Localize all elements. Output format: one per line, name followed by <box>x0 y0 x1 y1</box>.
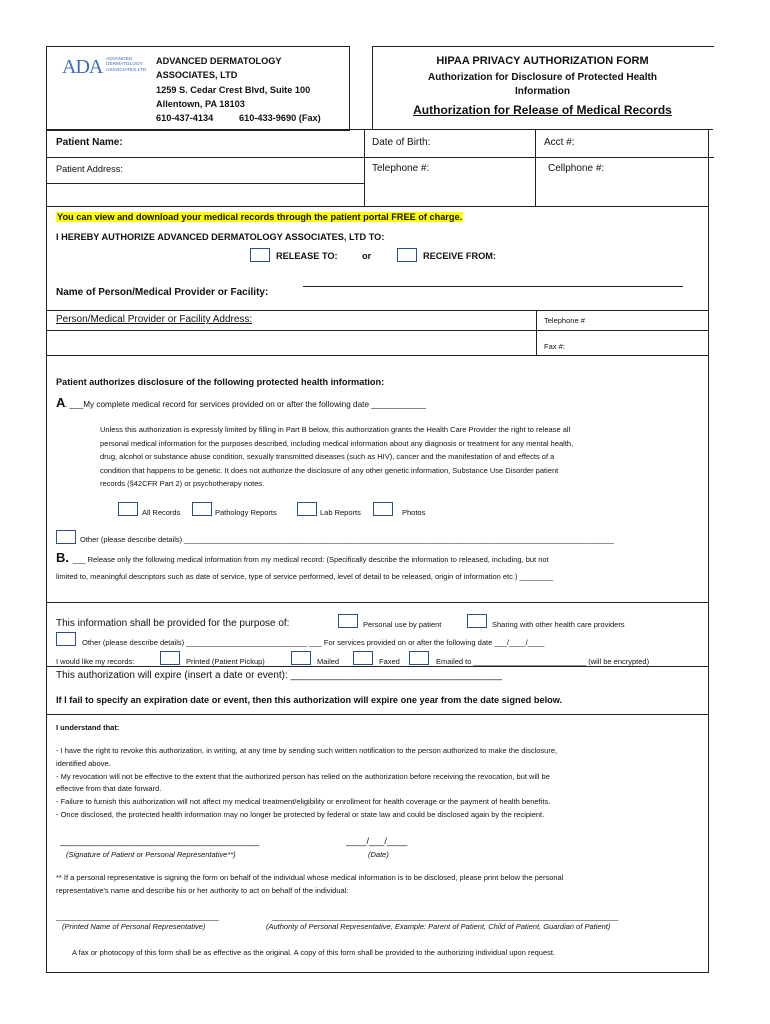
address-line-1 <box>46 183 364 184</box>
unless-line-2: personal medical information for the purposes described, including medical information about any diagnosis or treatment for any mental health, <box>100 438 574 448</box>
logo-subtext: ADVANCED DERMATOLOGY ASSOCIATES LTD <box>106 57 147 73</box>
date-label: (Date) <box>368 850 389 859</box>
disclosure-heading: Patient authorizes disclosure of the following protected health information: <box>56 377 385 387</box>
release-to-label: RELEASE TO: <box>276 251 338 261</box>
provider-divider <box>536 310 537 355</box>
signature-label: (Signature of Patient or Personal Representative**) <box>66 850 236 859</box>
printed-name-label: (Printed Name of Personal Representative) <box>62 922 206 931</box>
grid-mid-line <box>46 157 714 158</box>
pathology-label: Pathology Reports <box>215 508 277 517</box>
mailed-checkbox[interactable] <box>291 651 311 665</box>
authority-line[interactable]: ___________________________________________________________________________________ <box>272 912 619 921</box>
understand-list <box>56 745 557 822</box>
understand-heading: I understand that: <box>56 723 120 732</box>
emailed-label: Emailed to ___________________________ (will be encrypted) <box>436 657 650 666</box>
clinic-phone: 610-437-4134 <box>156 113 214 123</box>
form-bottom-border <box>46 972 709 973</box>
would-like-label: I would like my records: <box>56 657 135 666</box>
provider-top-line <box>46 310 708 311</box>
form-subtitle: Authorization for Disclosure of Protected Health Information <box>428 72 657 97</box>
understand-line-2: identified above. <box>56 758 111 768</box>
pathology-checkbox[interactable] <box>192 502 212 516</box>
personal-use-checkbox[interactable] <box>338 614 358 628</box>
part-b-letter: B. <box>56 550 69 565</box>
portal-note: You can view and download your medical records through the patient portal FREE of charge. <box>57 212 463 222</box>
form-title: HIPAA PRIVACY AUTHORIZATION FORM <box>436 55 649 67</box>
dob-label: Date of Birth: <box>372 137 431 148</box>
form-left-border <box>46 129 47 973</box>
clinic-name-1: ADVANCED DERMATOLOGY <box>156 56 282 66</box>
all-records-label: All Records <box>142 508 181 517</box>
provider-telephone-label: Telephone # <box>544 316 585 325</box>
faxed-label: Faxed <box>379 657 400 666</box>
fax-copy-note: A fax or photocopy of this form shall be as effective as the original. A copy of this form shall be provided to the authorizing individual upon request. <box>72 948 556 957</box>
understand-top-line <box>46 714 708 715</box>
unless-line-1: Unless this authorization is expressly limited by filling in Part B below, this authorization grants the Health Care Provider the right to release all <box>100 425 571 434</box>
purpose-top-line <box>46 602 708 603</box>
understand-line-1: - I have the right to revoke this authorization, in writing, at any time by sending such written notification to the person authorized to make the disclosure, <box>56 746 558 755</box>
part-a-letter: A <box>56 395 66 410</box>
patient-address-label: Patient Address: <box>56 164 123 174</box>
unless-paragraph <box>100 423 700 491</box>
date-line[interactable]: ____/___/____ <box>346 836 408 846</box>
purpose-label: This information shall be provided for the purpose of: <box>56 618 290 629</box>
part-a-text: . ___My complete medical record for services provided on or after the following date ____________ <box>65 400 426 409</box>
form-right-border <box>708 129 709 973</box>
telephone-label: Telephone #: <box>372 163 430 174</box>
form-heading: Authorization for Release of Medical Records <box>413 103 672 117</box>
clinic-address-1: 1259 S. Cedar Crest Blvd, Suite 100 <box>156 85 311 95</box>
provider-fax-label: Fax #: <box>544 342 565 351</box>
expire-top-line <box>46 666 708 667</box>
sharing-checkbox[interactable] <box>467 614 487 628</box>
rep-note-line-2: representative's name and describe his or her authority to act on behalf of the individual: <box>56 886 349 895</box>
part-b-line-2: limited to, meaningful descriptors such as date of service, type of service performed, level of detail to be released, origin of information etc.) ________ <box>56 572 553 581</box>
printed-label: Printed (Patient Pickup) <box>186 657 265 666</box>
mailed-label: Mailed <box>317 657 340 666</box>
other-records-checkbox[interactable] <box>56 530 76 544</box>
other-records-text: Other (please describe details) _______________________________________________________________________________________________________ <box>80 535 614 544</box>
acct-label: Acct #: <box>544 137 575 148</box>
understand-line-5: - Failure to furnish this authorization will not affect my medical treatment/eligibility or enrollment for health coverage or the payment of health benefits. <box>56 797 551 807</box>
logo-mark: ADA <box>62 56 103 78</box>
unless-line-3: drug, alcohol or substance abuse condition, sexually transmitted diseases (such as HIV), cancer and the manifestation of and effects of a <box>100 452 555 462</box>
receive-from-label: RECEIVE FROM: <box>423 251 496 261</box>
understand-line-6: - Once disclosed, the protected health information may no longer be protected by federal or state law and could be disclosed again by the recipient. <box>56 809 545 819</box>
patient-name-label: Patient Name: <box>56 137 123 148</box>
provider-name-label: Name of Person/Medical Provider or Facility: <box>56 287 269 298</box>
purpose-other-text: Other (please describe details) _____________________________ ___ For services provided on or after the following date ___/____/____ <box>82 638 545 647</box>
all-records-checkbox[interactable] <box>118 502 138 516</box>
lab-reports-label: Lab Reports <box>320 508 361 517</box>
authorize-heading: I HEREBY AUTHORIZE ADVANCED DERMATOLOGY ASSOCIATES, LTD TO: <box>56 232 385 242</box>
clinic-logo <box>58 56 148 82</box>
understand-line-4: effective from that date forward. <box>56 784 162 794</box>
rep-note-text: ** If a personal representative is signing the form on behalf of the individual whose medical information is to be disclosed, please print below the personal <box>56 873 564 882</box>
clinic-address-2: Allentown, PA 18103 <box>156 99 245 109</box>
clinic-name-2: ASSOCIATES, LTD <box>156 70 238 80</box>
printed-name-line[interactable]: _______________________________________ <box>56 912 219 921</box>
expire-label: This authorization will expire (insert a date or event): ______________________________________ <box>56 670 502 681</box>
provider-name-line <box>303 286 683 287</box>
authority-label: (Authority of Personal Representative, Example: Parent of Patient, Child of Patient, Guardian of Patient) <box>266 922 611 931</box>
rep-note-line-1 <box>56 873 563 882</box>
expire-note: If I fail to specify an expiration date or event, then this authorization will expire one year from the date signed below. <box>56 695 563 705</box>
provider-bottom-line <box>46 355 708 356</box>
sharing-label: Sharing with other health care providers <box>492 620 625 629</box>
understand-line-3: - My revocation will not be effective to the extent that the authorized person has relied on the authorization before receiving the revocation, but will be <box>56 771 550 781</box>
photos-label: Photos <box>402 508 426 517</box>
provider-address-label: Person/Medical Provider or Facility Address: <box>56 314 253 325</box>
purpose-other-checkbox[interactable] <box>56 632 76 646</box>
grid-divider-2 <box>535 129 536 206</box>
clinic-fax: 610-433-9690 (Fax) <box>239 113 321 123</box>
lab-reports-checkbox[interactable] <box>297 502 317 516</box>
unless-line-5: records (§42CFR Part 2) or psychotherapy notes. <box>100 479 265 489</box>
part-b-line-1: ___ Release only the following medical information from my medical record: (Specifically describe the information to released, including, but not <box>73 555 549 564</box>
photos-checkbox[interactable] <box>373 502 393 516</box>
grid-bottom-line <box>46 206 708 207</box>
receive-from-checkbox[interactable] <box>397 248 417 262</box>
unless-line-4: condition that happens to be genetic. It does not authorize the disclosure of any other genetic information, Substance Use Disorder patient <box>100 465 559 475</box>
faxed-checkbox[interactable] <box>353 651 373 665</box>
grid-divider-1 <box>364 129 365 206</box>
signature-line[interactable]: _______________________________________ <box>60 836 260 846</box>
personal-use-label: Personal use by patient <box>363 620 442 629</box>
release-to-checkbox[interactable] <box>250 248 270 262</box>
or-label: or <box>362 251 372 261</box>
cellphone-label: Cellphone #: <box>548 163 605 174</box>
printed-checkbox[interactable] <box>160 651 180 665</box>
grid-top-line <box>46 129 713 130</box>
provider-mid-line <box>46 330 708 331</box>
emailed-checkbox[interactable] <box>409 651 429 665</box>
